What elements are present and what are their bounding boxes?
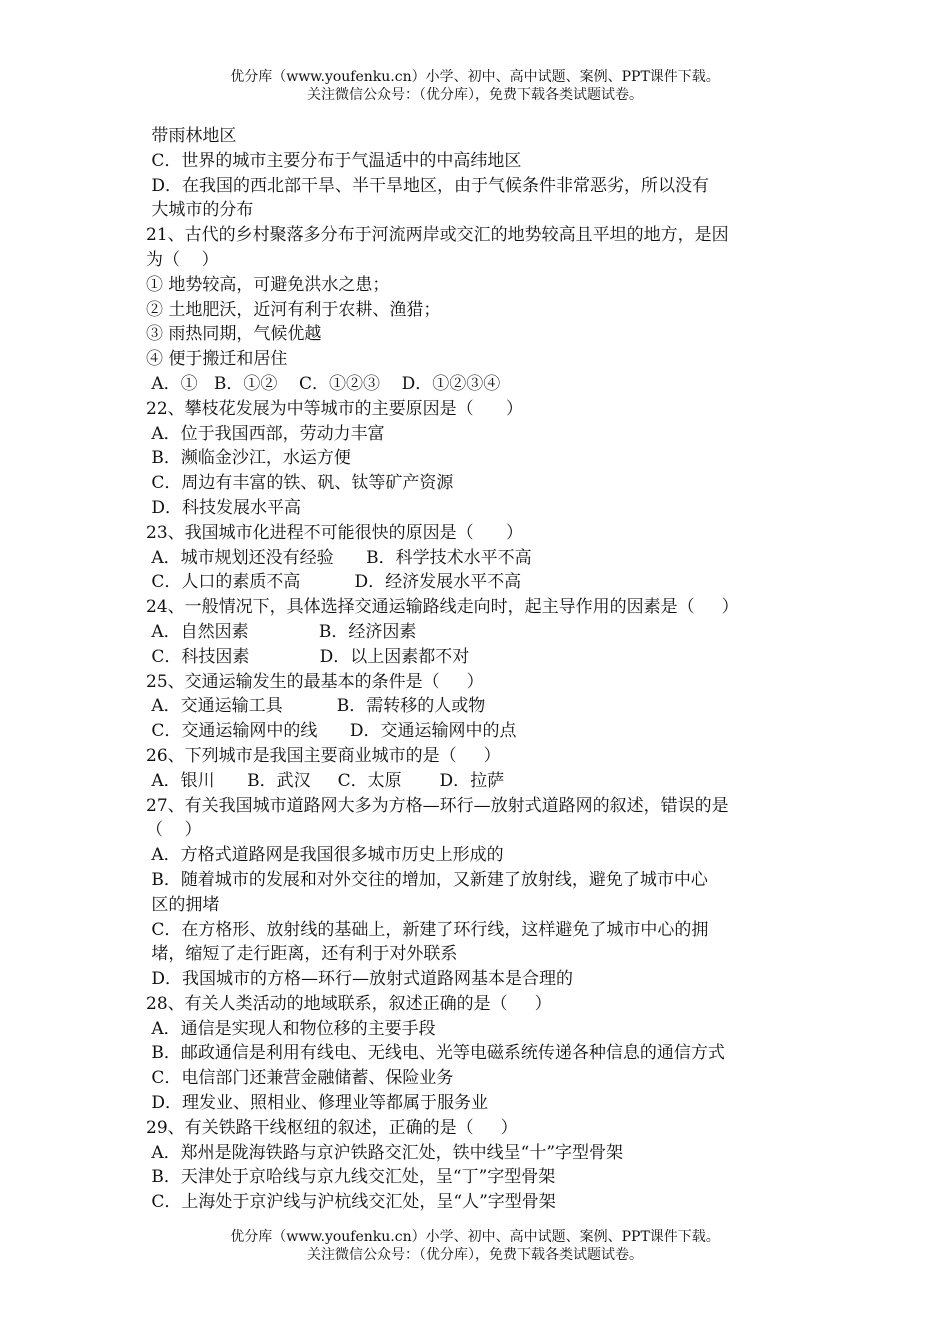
text-line: 25、交通运输发生的最基本的条件是（ ） — [146, 671, 484, 692]
text-line: 24、一般情况下，具体选择交通运输路线走向时，起主导作用的因素是（ ） — [146, 597, 739, 618]
text-line: （ ） — [146, 820, 202, 841]
text-line: A．郑州是陇海铁路与京沪铁路交汇处，铁中线呈“十”字型骨架 — [146, 1142, 624, 1163]
text-line: C．电信部门还兼营金融储蓄、保险业务 — [146, 1068, 454, 1089]
text-line: A．方格式道路网是我国很多城市历史上形成的 — [146, 845, 504, 866]
text-line: A．位于我国西部，劳动力丰富 — [146, 423, 385, 444]
text-line: ④ 便于搬迁和居住 — [146, 349, 288, 370]
text-line: 大城市的分布 — [146, 200, 254, 221]
text-line: C．上海处于京沪线与沪杭线交汇处，呈“人”字型骨架 — [146, 1192, 556, 1213]
text-line: A．通信是实现人和物位移的主要手段 — [146, 1018, 436, 1039]
text-line: B．随着城市的发展和对外交往的增加，又新建了放射线，避免了城市中心 — [146, 869, 708, 890]
text-line: C．在方格形、放射线的基础上，新建了环行线，这样避免了城市中心的拥 — [146, 919, 709, 940]
text-line: B．邮政通信是利用有线电、无线电、光等电磁系统传递各种信息的通信方式 — [146, 1043, 725, 1064]
text-line: 23、我国城市化进程不可能很快的原因是（ ） — [146, 522, 524, 543]
text-line: 为（ ） — [146, 249, 219, 270]
text-line: 27、有关我国城市道路网大多为方格—环行—放射式道路网的叙述，错误的是 — [146, 795, 729, 816]
text-line: 堵，缩短了走行距离，还有利于对外联系 — [146, 944, 458, 965]
text-line: C．科技因素 D．以上因素都不对 — [146, 646, 470, 667]
text-line: D．我国城市的方格—环行—放射式道路网基本是合理的 — [146, 969, 574, 990]
text-line: C．世界的城市主要分布于气温适中的中高纬地区 — [146, 150, 522, 171]
text-line: ① 地势较高，可避免洪水之患； — [146, 274, 390, 295]
text-line: B．濒临金沙江，水运方便 — [146, 448, 351, 469]
page-header — [0, 68, 950, 104]
text-line: 28、有关人类活动的地域联系，叙述正确的是（ ） — [146, 993, 552, 1014]
text-line: 29、有关铁路干线枢纽的叙述，正确的是（ ） — [146, 1117, 518, 1138]
text-line: A．城市规划还没有经验 B．科学技术水平不高 — [146, 547, 532, 568]
text-line: 22、攀枝花发展为中等城市的主要原因是（ ） — [146, 398, 524, 419]
text-line: D．科技发展水平高 — [146, 497, 302, 518]
text-line: 带雨林地区 — [146, 126, 237, 146]
text-line: D．理发业、照相业、修理业等都属于服务业 — [146, 1093, 489, 1114]
text-line: 区的拥堵 — [146, 894, 220, 915]
text-line: ② 土地肥沃，近河有利于农耕、渔猎； — [146, 299, 441, 320]
footer-line-2: 关注微信公众号：（优分库），免费下载各类试题试卷。 — [307, 1247, 643, 1263]
text-line: C．交通运输网中的线 D．交通运输网中的点 — [146, 721, 517, 742]
text-line: A．交通运输工具 B．需转移的人或物 — [146, 696, 486, 717]
text-line: A．自然因素 B．经济因素 — [146, 621, 417, 642]
text-line: C．人口的素质不高 D．经济发展水平不高 — [146, 572, 522, 593]
text-line: ③ 雨热同期，气候优越 — [146, 324, 322, 345]
text-line: A．① B．①② C．①②③ D．①②③④ — [146, 373, 501, 394]
text-line: 26、下列城市是我国主要商业城市的是（ ） — [146, 745, 501, 766]
exam-content — [146, 124, 826, 1215]
text-line: A．银川 B．武汉 C．太原 D．拉萨 — [146, 770, 505, 791]
header-line-1: 优分库（www.youfenku.cn）小学、初中、高中试题、案例、PPT课件下载。 — [230, 69, 720, 85]
page-footer — [0, 1228, 950, 1264]
text-line: 21、古代的乡村聚落多分布于河流两岸或交汇的地势较高且平坦的地方，是因 — [146, 225, 729, 246]
text-line: B．天津处于京哈线与京九线交汇处，呈“丁”字型骨架 — [146, 1167, 556, 1188]
footer-line-1: 优分库（www.youfenku.cn）小学、初中、高中试题、案例、PPT课件下载。 — [230, 1229, 720, 1245]
text-line: D．在我国的西北部干旱、半干旱地区，由于气候条件非常恶劣，所以没有 — [146, 175, 710, 196]
text-line: C．周边有丰富的铁、矾、钛等矿产资源 — [146, 473, 454, 494]
header-line-2: 关注微信公众号：（优分库），免费下载各类试题试卷。 — [307, 87, 643, 103]
